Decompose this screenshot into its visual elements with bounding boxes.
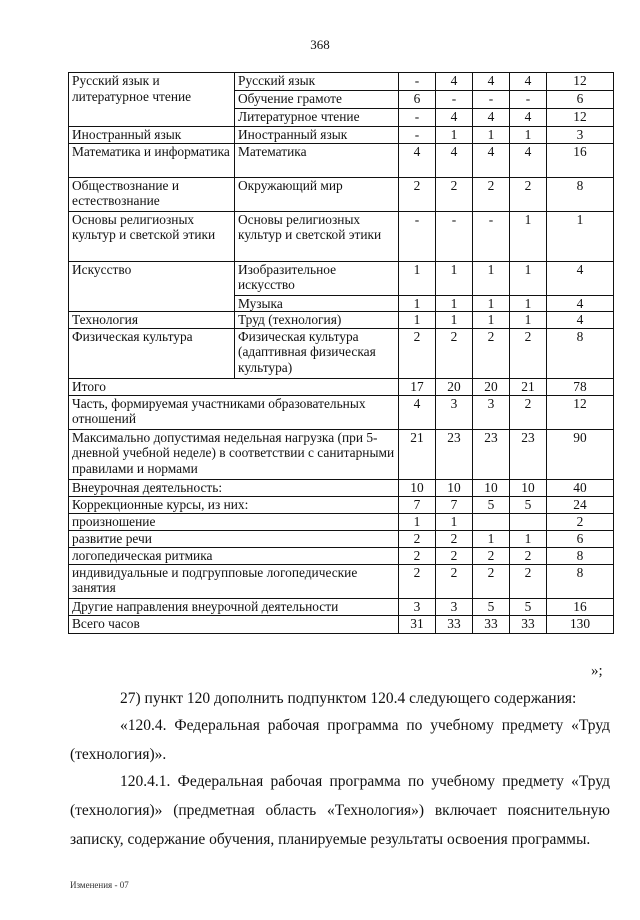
subject-area: Физическая культура xyxy=(69,328,235,378)
grade-hours-cell: 2 xyxy=(436,564,473,598)
grade-hours-cell: 4 xyxy=(473,73,510,91)
row-label: Максимально допустимая недельная нагрузка (при 5-дневной учебной неделе) в соответствии с санитарными правилами и нормами xyxy=(69,429,399,479)
table-row xyxy=(69,261,614,295)
subject-area: Русский язык и литературное чтение xyxy=(69,73,235,127)
table-row xyxy=(69,513,614,530)
table-row xyxy=(69,496,614,513)
row-label: произношение xyxy=(69,513,399,530)
table-row xyxy=(69,143,614,177)
grade-hours-cell: 2 xyxy=(473,177,510,211)
grade-hours-cell: 2 xyxy=(473,328,510,378)
table-row xyxy=(69,530,614,547)
grade-hours-cell: 23 xyxy=(473,429,510,479)
table-row xyxy=(69,127,614,144)
total-hours-cell: 12 xyxy=(547,109,614,127)
table-row xyxy=(69,378,614,395)
table-row xyxy=(69,312,614,329)
grade-hours-cell: 1 xyxy=(510,295,547,312)
subject-name: Иностранный язык xyxy=(235,127,399,144)
grade-hours-cell: 1 xyxy=(436,312,473,329)
grade-hours-cell: 10 xyxy=(399,479,436,496)
subject-area: Искусство xyxy=(69,261,235,312)
grade-hours-cell: 5 xyxy=(473,496,510,513)
total-hours-cell: 24 xyxy=(547,496,614,513)
table-row xyxy=(69,479,614,496)
grade-hours-cell: 2 xyxy=(473,547,510,564)
grade-hours-cell: 1 xyxy=(399,513,436,530)
subject-name: Основы религиозных культур и светской этики xyxy=(235,211,399,261)
grade-hours-cell: 5 xyxy=(510,496,547,513)
grade-hours-cell: 2 xyxy=(399,564,436,598)
grade-hours-cell: 2 xyxy=(399,547,436,564)
grade-hours-cell: 20 xyxy=(473,378,510,395)
grade-hours-cell: 20 xyxy=(436,378,473,395)
grade-hours-cell: 10 xyxy=(510,479,547,496)
table-row xyxy=(69,598,614,615)
grade-hours-cell xyxy=(473,513,510,530)
grade-hours-cell: 1 xyxy=(473,261,510,295)
grade-hours-cell: 2 xyxy=(510,395,547,429)
grade-hours-cell: 2 xyxy=(436,328,473,378)
grade-hours-cell: 2 xyxy=(436,547,473,564)
total-hours-cell: 4 xyxy=(547,295,614,312)
total-hours-cell: 90 xyxy=(547,429,614,479)
paragraph-heading: «120.4. Федеральная рабочая программа по учебному предмету «Труд (технология)». xyxy=(70,717,610,763)
page-number: 368 xyxy=(310,37,330,52)
grade-hours-cell: 1 xyxy=(510,312,547,329)
table-row xyxy=(69,177,614,211)
subject-name: Труд (технология) xyxy=(235,312,399,329)
grade-hours-cell: 2 xyxy=(399,328,436,378)
total-hours-cell: 4 xyxy=(547,312,614,329)
total-hours-cell: 16 xyxy=(547,143,614,177)
curriculum-table xyxy=(68,72,614,634)
grade-hours-cell: 33 xyxy=(510,615,547,633)
total-hours-cell: 1 xyxy=(547,211,614,261)
grade-hours-cell: 33 xyxy=(473,615,510,633)
subject-name: Музыка xyxy=(235,295,399,312)
subject-area: Технология xyxy=(69,312,235,329)
row-label: логопедическая ритмика xyxy=(69,547,399,564)
grade-hours-cell: 2 xyxy=(399,530,436,547)
grade-hours-cell: 10 xyxy=(473,479,510,496)
subject-name: Физическая культура (адаптивная физическая культура) xyxy=(235,328,399,378)
grade-hours-cell: 1 xyxy=(436,295,473,312)
subject-area: Основы религиозных культур и светской этики xyxy=(69,211,235,261)
grade-hours-cell: - xyxy=(399,73,436,91)
grade-hours-cell: 5 xyxy=(510,598,547,615)
row-label: развитие речи xyxy=(69,530,399,547)
grade-hours-cell: 2 xyxy=(436,530,473,547)
table-row xyxy=(69,211,614,261)
total-hours-cell: 6 xyxy=(547,530,614,547)
total-hours-cell: 2 xyxy=(547,513,614,530)
grade-hours-cell: 10 xyxy=(436,479,473,496)
grade-hours-cell: 2 xyxy=(436,177,473,211)
table-row xyxy=(69,564,614,598)
grade-hours-cell: 31 xyxy=(399,615,436,633)
grade-hours-cell: 21 xyxy=(510,378,547,395)
grade-hours-cell: - xyxy=(436,91,473,109)
grade-hours-cell: 1 xyxy=(510,127,547,144)
grade-hours-cell: 3 xyxy=(436,395,473,429)
grade-hours-cell: 1 xyxy=(436,127,473,144)
grade-hours-cell: - xyxy=(473,91,510,109)
total-hours-cell: 8 xyxy=(547,177,614,211)
grade-hours-cell: 23 xyxy=(510,429,547,479)
grade-hours-cell: 33 xyxy=(436,615,473,633)
grade-hours-cell: 4 xyxy=(510,143,547,177)
table-row xyxy=(69,395,614,429)
row-label: Часть, формируемая участниками образовательных отношений xyxy=(69,395,399,429)
subject-area: Математика и информатика xyxy=(69,143,235,177)
total-hours-cell: 4 xyxy=(547,261,614,295)
grade-hours-cell: 1 xyxy=(473,312,510,329)
total-hours-cell: 8 xyxy=(547,564,614,598)
grade-hours-cell: 2 xyxy=(510,564,547,598)
grade-hours-cell: - xyxy=(399,211,436,261)
grade-hours-cell: 7 xyxy=(436,496,473,513)
subject-name: Изобразительное искусство xyxy=(235,261,399,295)
grade-hours-cell: 17 xyxy=(399,378,436,395)
grade-hours-cell: 3 xyxy=(473,395,510,429)
table-row xyxy=(69,547,614,564)
grade-hours-cell: 23 xyxy=(436,429,473,479)
footer-note: Изменения - 07 xyxy=(70,880,129,890)
grade-hours-cell: 1 xyxy=(399,295,436,312)
table-row xyxy=(69,615,614,633)
closing-quote: »; xyxy=(591,663,603,679)
total-hours-cell: 3 xyxy=(547,127,614,144)
grade-hours-cell: 4 xyxy=(510,73,547,91)
grade-hours-cell: 2 xyxy=(399,177,436,211)
grade-hours-cell: 4 xyxy=(473,143,510,177)
total-hours-cell: 40 xyxy=(547,479,614,496)
subject-name: Обучение грамоте xyxy=(235,91,399,109)
subject-name: Русский язык xyxy=(235,73,399,91)
total-hours-cell: 12 xyxy=(547,73,614,91)
grade-hours-cell: 2 xyxy=(473,564,510,598)
grade-hours-cell: - xyxy=(399,109,436,127)
grade-hours-cell: 1 xyxy=(473,127,510,144)
row-label: Другие направления внеурочной деятельности xyxy=(69,598,399,615)
grade-hours-cell: - xyxy=(473,211,510,261)
grade-hours-cell: 4 xyxy=(436,73,473,91)
grade-hours-cell: 2 xyxy=(510,547,547,564)
subject-name: Математика xyxy=(235,143,399,177)
grade-hours-cell: - xyxy=(436,211,473,261)
total-hours-cell: 16 xyxy=(547,598,614,615)
grade-hours-cell: 3 xyxy=(399,598,436,615)
paragraph-amendment: 27) пункт 120 дополнить подпунктом 120.4 следующего содержания: xyxy=(120,690,577,707)
row-label: Коррекционные курсы, из них: xyxy=(69,496,399,513)
grade-hours-cell: 4 xyxy=(399,395,436,429)
grade-hours-cell: - xyxy=(510,91,547,109)
grade-hours-cell: 21 xyxy=(399,429,436,479)
row-label: Итого xyxy=(69,378,399,395)
paragraph-body: 120.4.1. Федеральная рабочая программа по учебному предмету «Труд (технология)» (предметная область «Технология») включает пояснительную записку, содержание обучения, планируемые результаты освоения программы. xyxy=(70,773,610,848)
grade-hours-cell xyxy=(510,513,547,530)
total-hours-cell: 130 xyxy=(547,615,614,633)
grade-hours-cell: 1 xyxy=(473,295,510,312)
subject-name: Окружающий мир xyxy=(235,177,399,211)
subject-name: Литературное чтение xyxy=(235,109,399,127)
table-row xyxy=(69,328,614,378)
table-row xyxy=(69,429,614,479)
table-row xyxy=(69,73,614,91)
grade-hours-cell: 1 xyxy=(399,261,436,295)
row-label: Всего часов xyxy=(69,615,399,633)
grade-hours-cell: 1 xyxy=(436,513,473,530)
grade-hours-cell: 4 xyxy=(510,109,547,127)
grade-hours-cell: 2 xyxy=(510,328,547,378)
total-hours-cell: 12 xyxy=(547,395,614,429)
grade-hours-cell: 1 xyxy=(510,211,547,261)
grade-hours-cell: 4 xyxy=(399,143,436,177)
grade-hours-cell: 6 xyxy=(399,91,436,109)
grade-hours-cell: 3 xyxy=(436,598,473,615)
grade-hours-cell: 7 xyxy=(399,496,436,513)
grade-hours-cell: 4 xyxy=(436,109,473,127)
total-hours-cell: 8 xyxy=(547,547,614,564)
row-label: индивидуальные и подгрупповые логопедические занятия xyxy=(69,564,399,598)
grade-hours-cell: 1 xyxy=(436,261,473,295)
grade-hours-cell: 4 xyxy=(473,109,510,127)
grade-hours-cell: - xyxy=(399,127,436,144)
grade-hours-cell: 1 xyxy=(473,530,510,547)
grade-hours-cell: 1 xyxy=(399,312,436,329)
subject-area: Обществознание и естествознание xyxy=(69,177,235,211)
grade-hours-cell: 1 xyxy=(510,261,547,295)
subject-area: Иностранный язык xyxy=(69,127,235,144)
grade-hours-cell: 5 xyxy=(473,598,510,615)
total-hours-cell: 8 xyxy=(547,328,614,378)
grade-hours-cell: 1 xyxy=(510,530,547,547)
total-hours-cell: 6 xyxy=(547,91,614,109)
total-hours-cell: 78 xyxy=(547,378,614,395)
grade-hours-cell: 2 xyxy=(510,177,547,211)
row-label: Внеурочная деятельность: xyxy=(69,479,399,496)
grade-hours-cell: 4 xyxy=(436,143,473,177)
